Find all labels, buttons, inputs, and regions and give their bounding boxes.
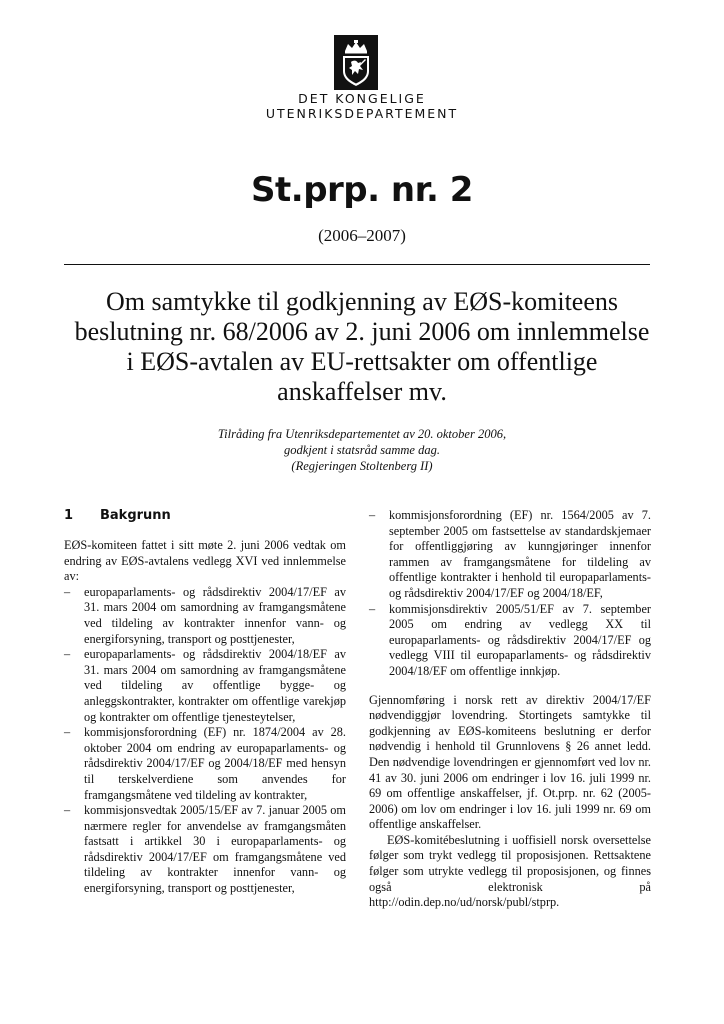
act-list-right bbox=[369, 508, 651, 680]
list-item: – europaparlaments- og rådsdirektiv 2004/17/EF av 31. mars 2004 om samordning av framgangsmåtene ved tildeling av kontrakter innenfor vann- og energiforsyning, transport og posttjenester, bbox=[64, 585, 346, 647]
approval-note bbox=[0, 426, 724, 474]
document-session: (2006–2007) bbox=[318, 226, 406, 245]
approval-line-3: (Regjeringen Stoltenberg II) bbox=[291, 459, 433, 473]
intro-paragraph: EØS-komiteen fattet i sitt møte 2. juni 2006 vedtak om endring av EØS-avtalens vedlegg XVI ved innlemmelse av: bbox=[64, 538, 346, 584]
approval-line-1: Tilråding fra Utenriksdepartementet av 20. oktober 2006, bbox=[217, 427, 507, 441]
document-heading: Om samtykke til godkjenning av EØS-komiteens beslutning nr. 68/2006 av 2. juni 2006 om innlemmelse i EØS-avtalen av EU-rettsakter om offentlige anskaffelser mv. bbox=[74, 287, 650, 406]
title-divider bbox=[64, 264, 650, 265]
translation-paragraph: EØS-komitébeslutning i uoffisiell norsk oversettelse følger som trykt vedlegg til proposisjonen. Rettsaktene følger som utrykte vedlegg til proposisjonen, og finnes også elektronisk på http://odin.dep.no/ud/norsk/publ/stprp. bbox=[369, 832, 651, 910]
ministry-name-line2: UTENRIKSDEPARTEMENT bbox=[265, 106, 459, 121]
section-number: 1 bbox=[64, 508, 74, 523]
act-list-left bbox=[64, 585, 346, 897]
list-item: – kommisjonsforordning (EF) nr. 1874/2004 av 28. oktober 2004 om endring av europaparlaments- og rådsdirektiv 2004/17/EF og 2004/18/EF med hensyn til terskelverdiene som anvendes for framgangsmåtene ved tildeling av kontrakter, bbox=[64, 725, 346, 803]
right-column bbox=[369, 508, 651, 911]
document-title: St.prp. nr. 2 bbox=[251, 170, 473, 210]
list-item: – kommisjonsvedtak 2005/15/EF av 7. januar 2005 om nærmere regler for anvendelse av framgangsmåten fastsatt i artikkel 30 i europaparlaments- og rådsdirektiv 2004/17/EF om framgangsmåtene ved tildeling av kontrakter innenfor vann- og energiforsyning, transport og posttjenester, bbox=[64, 803, 346, 897]
norwegian-coat-of-arms-icon bbox=[334, 35, 378, 90]
list-item: – europaparlaments- og rådsdirektiv 2004/18/EF av 31. mars 2004 om samordning av framgangsmåtene ved tildeling av offentlige bygge- og anleggskontrakter, kontrakter om offentlige varekjøp og kontrakter om offentlige tjenesteytelser, bbox=[64, 647, 346, 725]
left-column bbox=[64, 508, 346, 897]
section-heading bbox=[64, 508, 346, 526]
list-item: – kommisjonsdirektiv 2005/51/EF av 7. september 2005 om endring av vedlegg XX til europaparlaments- og rådsdirektiv 2004/17/EF og vedlegg VIII til europaparlaments- og rådsdirektiv 2004/18/EF om offentlige innkjøp. bbox=[369, 602, 651, 680]
list-item: – kommisjonsforordning (EF) nr. 1564/2005 av 7. september 2005 om fastsettelse av standardskjemaer for offentliggjøring av kunngjøringer innenfor rammen av framgangsmåtene for tildeling av offentlige kontrakter i henhold til europaparlaments- og rådsdirektiv 2004/17/EF og 2004/18/EF, bbox=[369, 508, 651, 602]
implementation-paragraph: Gjennomføring i norsk rett av direktiv 2004/17/EF nødvendiggjør lovendring. Stortingets samtykke til godkjenning av EØS-komiteens beslutning er derfor nødvendig i henhold til Grunnlovens § 26 annet ledd. Den nødvendige lovendringen er gjennomført ved lov nr. 41 av 30. juni 2006 om endringer i lov 16. juli 1999 nr. 69 om offentlige anskaffelser, jf. Ot.prp. nr. 62 (2005-2006) om lov om endringer i lov 16. juli 1999 nr. 69 om offentlige anskaffelser. bbox=[369, 692, 651, 832]
approval-line-2: godkjent i statsråd samme dag. bbox=[284, 443, 440, 457]
ministry-name-line1: DET KONGELIGE bbox=[298, 91, 426, 106]
section-title: Bakgrunn bbox=[100, 508, 171, 523]
